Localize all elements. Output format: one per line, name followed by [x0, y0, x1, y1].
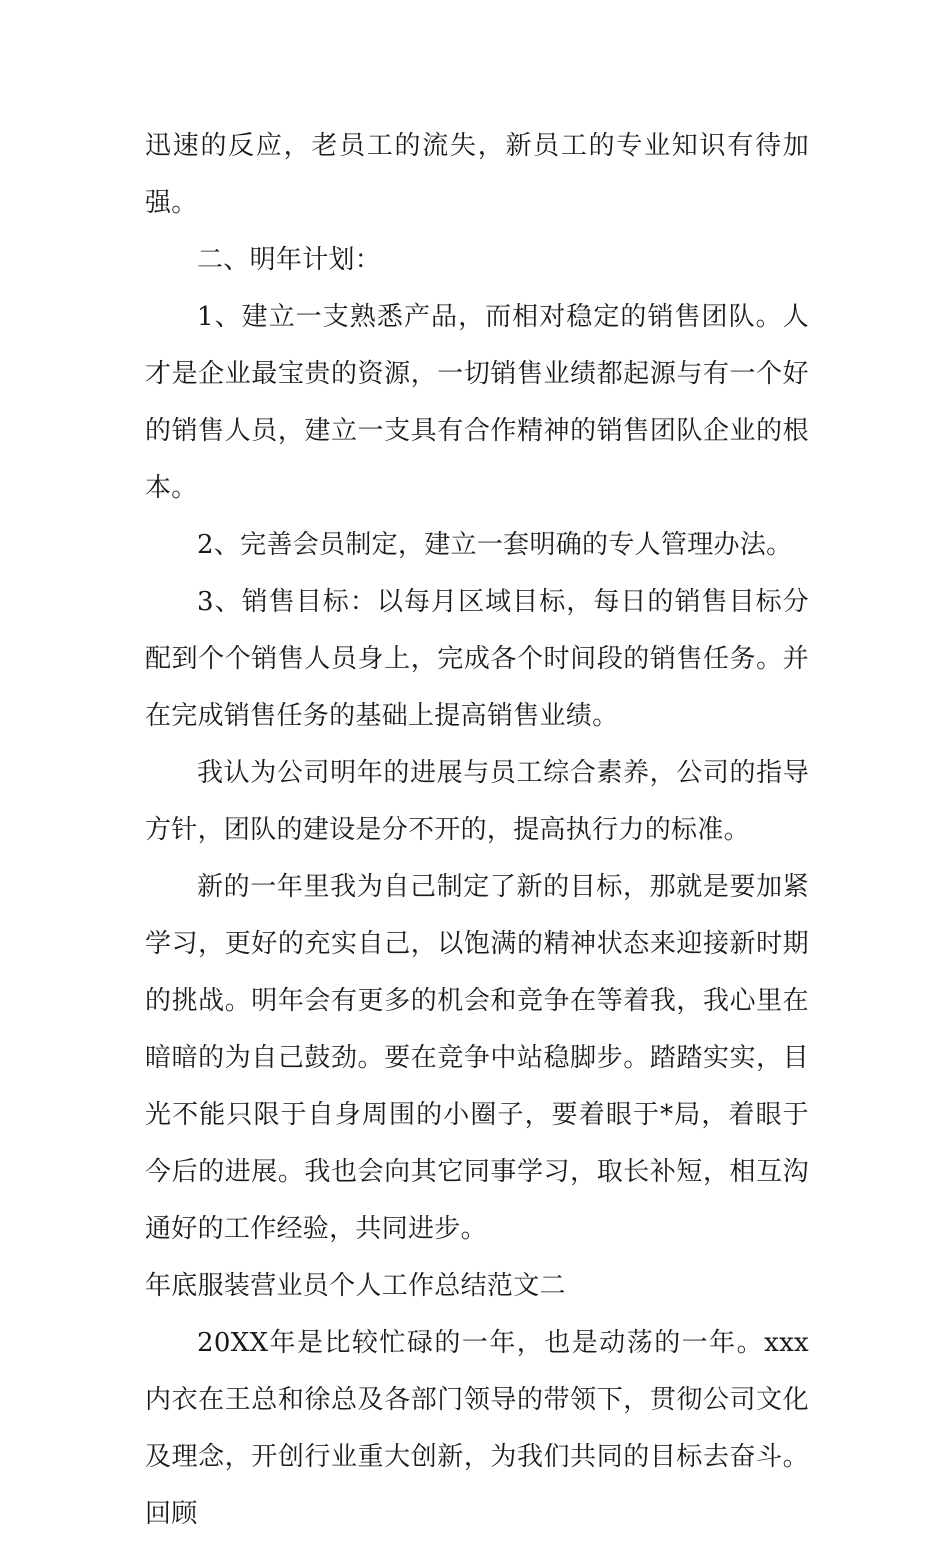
paragraph-year-review: 20XX年是比较忙碌的一年，也是动荡的一年。xxx内衣在王总和徐总及各部门领导的带领下，贯彻公司文化及理念，开创行业重大创新，为我们共同的目标去奋斗。回顾 [145, 1328, 809, 1529]
plan-item-2: 2、完善会员制定，建立一套明确的专人管理办法。 [197, 530, 793, 560]
article-title-part-two: 年底服装营业员个人工作总结范文二 [145, 1271, 566, 1301]
plan-item-1: 1、建立一支熟悉产品，而相对稳定的销售团队。人才是企业最宝贵的资源，一切销售业绩都起源与有一个好的销售人员，建立一支具有合作精神的销售团队企业的根本。 [145, 302, 809, 503]
section-heading-next-year-plan: 二、明年计划： [197, 245, 382, 275]
paragraph-new-year-goals: 新的一年里我为自己制定了新的目标，那就是要加紧学习，更好的充实自己，以饱满的精神状态来迎接新时期的挑战。明年会有更多的机会和竞争在等着我，我心里在暗暗的为自己鼓劲。要在竞争中站稳脚步。踏踏实实，目光不能只限于自身周围的小圈子，要着眼于*局，着眼于今后的进展。我也会向其它同事学习，取长补短，相互沟通好的工作经验，共同进步。 [145, 872, 809, 1244]
document-body [145, 118, 809, 1543]
paragraph-company-development: 我认为公司明年的进展与员工综合素养，公司的指导方针，团队的建设是分不开的，提高执行力的标准。 [145, 758, 809, 845]
plan-item-3: 3、销售目标：以每月区域目标，每日的销售目标分配到个个销售人员身上，完成各个时间段的销售任务。并在完成销售任务的基础上提高销售业绩。 [145, 587, 809, 731]
paragraph-continuation: 迅速的反应，老员工的流失，新员工的专业知识有待加强。 [145, 131, 809, 218]
